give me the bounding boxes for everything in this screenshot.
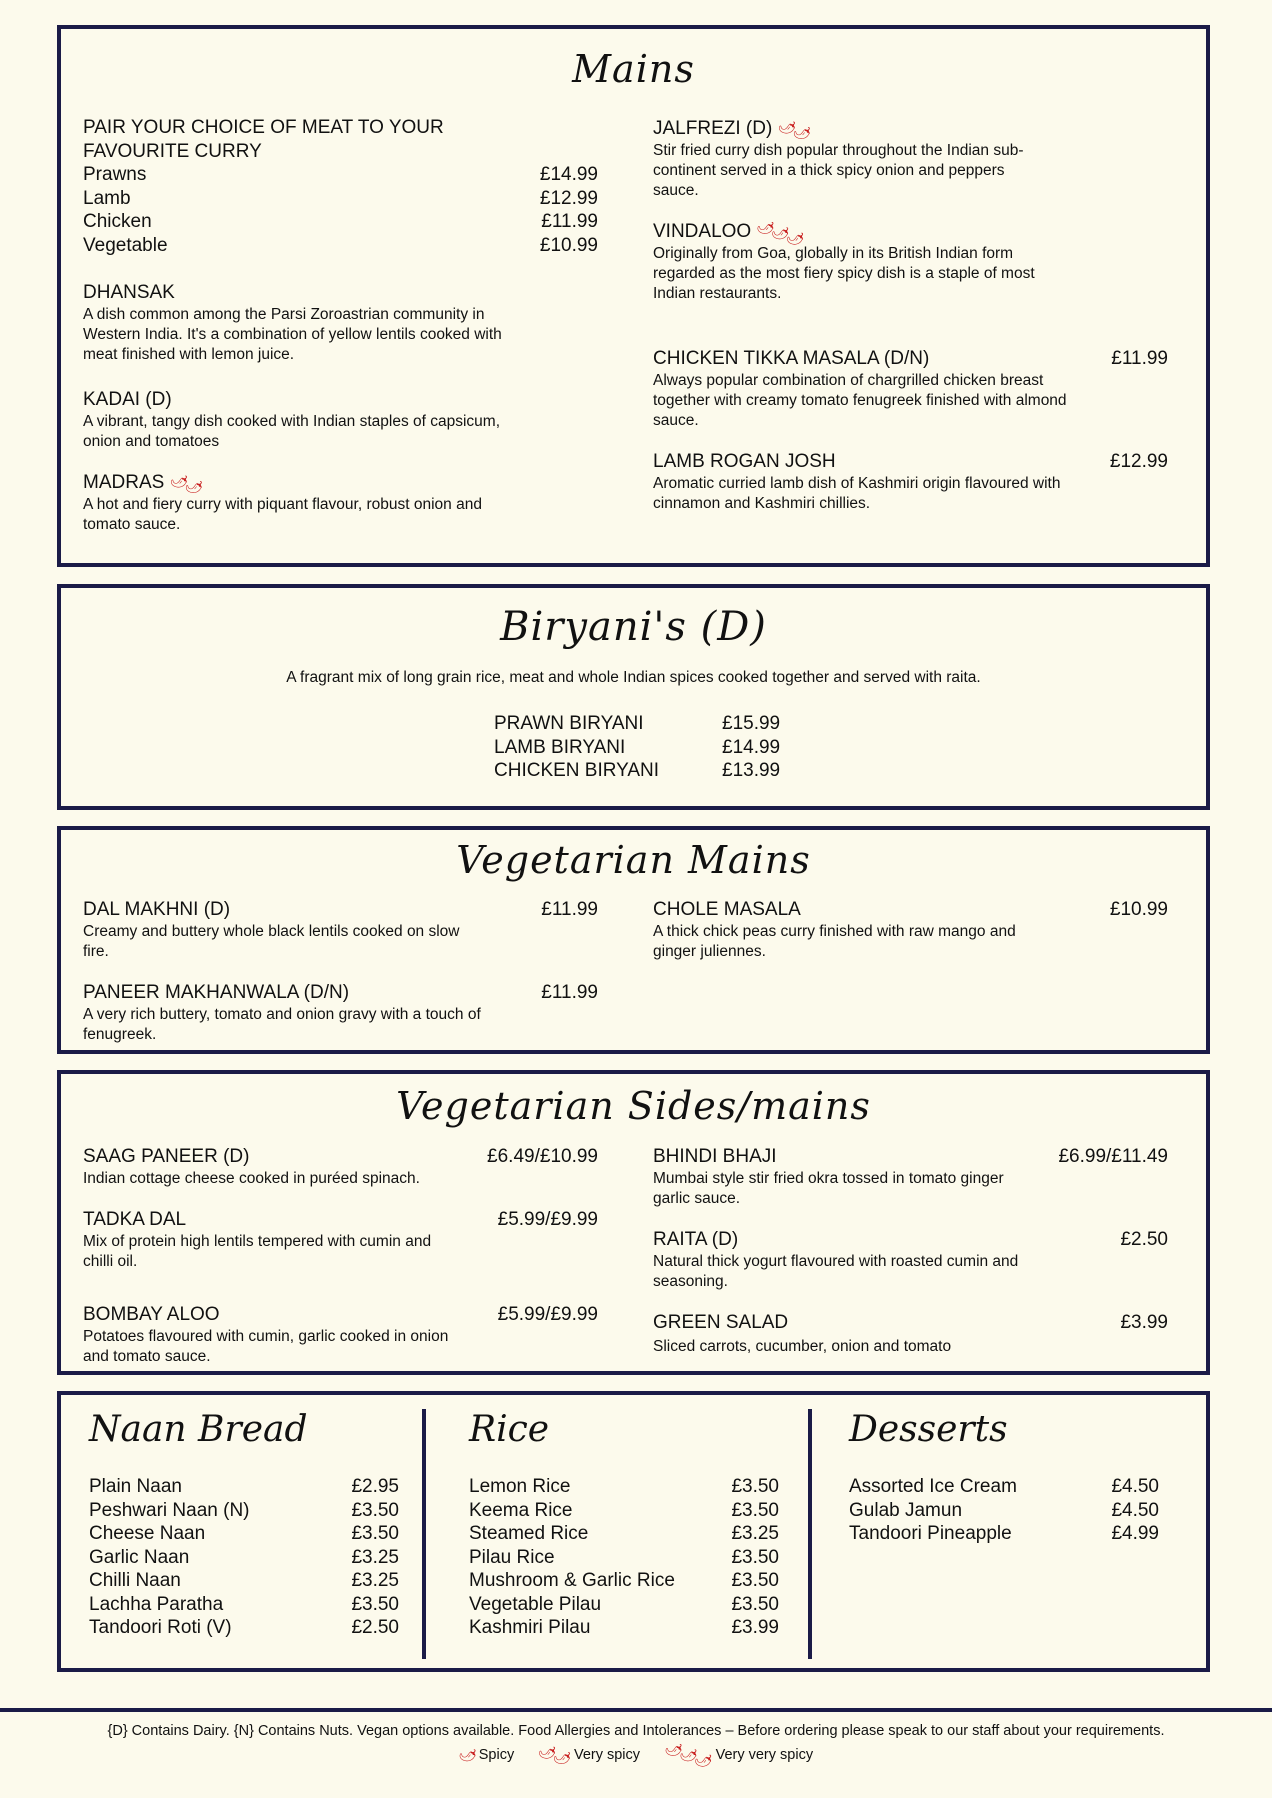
menu-item-saag-paneer: SAAG PANEER (D) £6.49/£10.99 Indian cottage cheese cooked in puréed spinach.: [83, 1146, 598, 1187]
list-item: Pilau Rice £3.50: [469, 1546, 779, 1568]
list-item: Vegetable Pilau £3.50: [469, 1593, 779, 1615]
list-item: Prawns £14.99: [83, 164, 598, 185]
menu-item-madras: MADRAS 🌶🌶 A hot and fiery curry with piquant flavour, robust onion and tomato sauce.: [83, 471, 513, 535]
list-item: Vegetable £10.99: [83, 234, 598, 256]
list-item: Lachha Paratha £3.50: [89, 1593, 399, 1615]
desserts-title: Desserts: [849, 1409, 1008, 1450]
menu-item-dal-makhni: DAL MAKHNI (D) £11.99 Creamy and buttery whole black lentils cooked on slow fire.: [83, 899, 598, 960]
chili-icon: 🌶🌶: [536, 1741, 572, 1767]
list-item: Lamb £12.99: [83, 187, 598, 209]
chili-icon: 🌶🌶🌶: [755, 216, 806, 248]
biryani-section: [57, 584, 1210, 810]
chili-icon: 🌶🌶: [775, 116, 811, 142]
list-item: Tandoori Roti (V) £2.50: [89, 1617, 399, 1638]
list-item: Cheese Naan £3.50: [89, 1523, 399, 1544]
biryani-description: A fragrant mix of long grain rice, meat and whole Indian spices cooked together and served with raita.: [286, 669, 981, 686]
mains-title: Mains: [572, 47, 695, 91]
vegetarian-sides-title: Vegetarian Sides/mains: [396, 1084, 871, 1128]
spice-legend: 🌶 Spicy 🌶🌶 Very spicy 🌶🌶🌶 Very very spicy: [456, 1738, 814, 1770]
menu-item-vindaloo: VINDALOO 🌶🌶🌶 Originally from Goa, globally in its British Indian form regarded as the most fiery spicy dish is a staple of most Indian restaurants.: [653, 220, 1073, 304]
breads-rice-desserts-section: [57, 1391, 1210, 1672]
list-item: Lemon Rice £3.50: [469, 1476, 779, 1497]
list-item: Kashmiri Pilau £3.99: [469, 1617, 779, 1638]
list-item: Assorted Ice Cream £4.50: [849, 1476, 1159, 1497]
menu-item-chole-masala: CHOLE MASALA £10.99 A thick chick peas curry finished with raw mango and ginger juliennes.: [653, 899, 1168, 960]
chili-icon: 🌶🌶: [167, 470, 203, 496]
list-item: Plain Naan £2.95: [89, 1476, 399, 1497]
vegetarian-mains-title: Vegetarian Mains: [456, 838, 811, 882]
menu-item-bhindi-bhaji: BHINDI BHAJI £6.99/£11.49 Mumbai style stir fried okra tossed in tomato ginger garlic sauce.: [653, 1146, 1168, 1207]
naan-column: [89, 1409, 399, 1640]
menu-item-kadai: KADAI (D) A vibrant, tangy dish cooked with Indian staples of capsicum, onion and tomatoes: [83, 389, 501, 450]
chili-icon: 🌶: [456, 1743, 478, 1765]
list-item: Keema Rice £3.50: [469, 1499, 779, 1521]
rice-column: [469, 1409, 779, 1640]
menu-item-rogan-josh: LAMB ROGAN JOSH £12.99 Aromatic curried lamb dish of Kashmiri origin flavoured with cinnamon and Kashmiri chillies.: [653, 451, 1168, 512]
menu-item-raita: RAITA (D) £2.50 Natural thick yogurt flavoured with roasted cumin and seasoning.: [653, 1229, 1168, 1290]
vegetarian-sides-section: [57, 1070, 1210, 1375]
naan-title: Naan Bread: [89, 1409, 308, 1450]
list-item: Peshwari Naan (N) £3.50: [89, 1499, 399, 1521]
biryani-title: Biryani's (D): [500, 604, 767, 650]
menu-item-green-salad: GREEN SALAD £3.99 Sliced carrots, cucumber, onion and tomato: [653, 1312, 1168, 1355]
list-item: Chilli Naan £3.25: [89, 1570, 399, 1591]
list-item: Mushroom & Garlic Rice £3.50: [469, 1570, 779, 1591]
pair-options: [83, 163, 598, 257]
desserts-column: [849, 1409, 1159, 1546]
list-item: Steamed Rice £3.25: [469, 1523, 779, 1544]
pair-heading: PAIR YOUR CHOICE OF MEAT TO YOUR FAVOURITE CURRY: [83, 117, 444, 162]
allergen-note: {D} Contains Dairy. {N} Contains Nuts. Vegan options available. Food Allergies and Intolerances – Before ordering please speak to our staff about your requirements.: [107, 1723, 1165, 1739]
footer-divider: [0, 1708, 1272, 1712]
list-item: CHICKEN BIRYANI £13.99: [494, 760, 781, 781]
menu-item-jalfrezi: JALFREZI (D) 🌶🌶 Stir fried curry dish popular throughout the Indian sub-continent served in a thick spicy onion and peppers sauce.: [653, 117, 1053, 201]
menu-item-bombay-aloo: BOMBAY ALOO £5.99/£9.99 Potatoes flavoured with cumin, garlic cooked in onion and tomato sauce.: [83, 1304, 598, 1365]
menu-item-dhansak: DHANSAK A dish common among the Parsi Zoroastrian community in Western India. It's a combination of yellow lentils cooked with meat finished with lemon juice.: [83, 282, 502, 363]
vegetarian-mains-section: [57, 826, 1210, 1054]
menu-item-tikka-masala: CHICKEN TIKKA MASALA (D/N) £11.99 Always popular combination of chargrilled chicken breast together with creamy tomato fenugreek finished with almond sauce.: [653, 348, 1168, 429]
rice-title: Rice: [469, 1409, 550, 1450]
menu-item-tadka-dal: TADKA DAL £5.99/£9.99 Mix of protein high lentils tempered with cumin and chilli oil.: [83, 1209, 598, 1270]
list-item: Tandoori Pineapple £4.99: [849, 1523, 1159, 1544]
list-item: PRAWN BIRYANI £15.99: [494, 713, 781, 734]
list-item: LAMB BIRYANI £14.99: [494, 736, 781, 758]
list-item: Garlic Naan £3.25: [89, 1546, 399, 1568]
list-item: Chicken £11.99: [83, 211, 598, 232]
column-divider: [808, 1409, 812, 1659]
list-item: Gulab Jamun £4.50: [849, 1499, 1159, 1521]
chili-icon: 🌶🌶🌶: [663, 1738, 714, 1770]
menu-item-paneer-makhanwala: PANEER MAKHANWALA (D/N) £11.99 A very rich buttery, tomato and onion gravy with a touch of fenugreek.: [83, 982, 598, 1043]
biryani-list: [494, 712, 784, 783]
column-divider: [422, 1409, 426, 1659]
mains-section: [57, 25, 1210, 567]
